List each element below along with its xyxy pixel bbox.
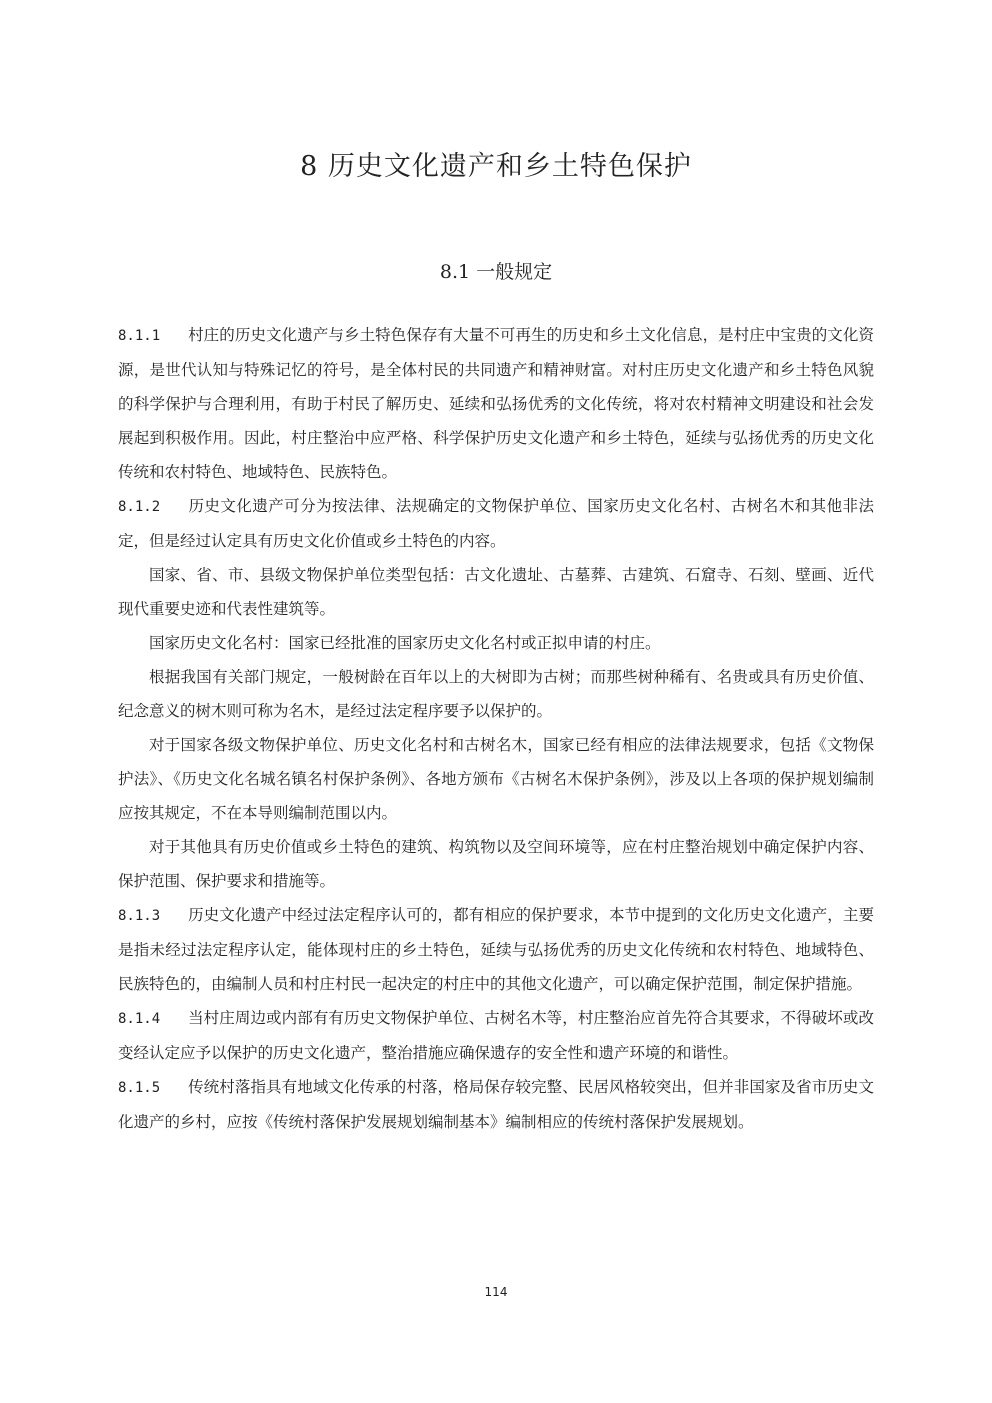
clause-text: 传统村落指具有地域文化传承的村落，格局保存较完整、民居风格较突出，但并非国家及省市历史文化遗产的乡村，应按《传统村落保护发展规划编制基本》编制相应的传统村落保护发展规划。 (118, 1078, 874, 1131)
clause-8-1-5 (118, 1070, 874, 1139)
clause-8-1-2 (118, 489, 874, 558)
paragraph: 根据我国有关部门规定，一般树龄在百年以上的大树即为古树；而那些树种稀有、名贵或具有历史价值、纪念意义的树木则可称为名木，是经过法定程序要予以保护的。 (118, 668, 874, 720)
clause-number: 8.1.3 (118, 908, 161, 924)
clause-text: 历史文化遗产中经过法定程序认可的，都有相应的保护要求，本节中提到的文化历史文化遗产，主要是指未经过法定程序认定，能体现村庄的乡土特色，延续与弘扬优秀的历史文化传统和农村特色、地域特色、民族特色的，由编制人员和村庄村民一起决定的村庄中的其他文化遗产，可以确定保护范围，制定保护措施。 (118, 906, 874, 993)
clause-number: 8.1.4 (118, 1011, 161, 1027)
paragraph: 国家、省、市、县级文物保护单位类型包括：古文化遗址、古墓葬、古建筑、石窟寺、石刻、壁画、近代现代重要史迹和代表性建筑等。 (118, 566, 874, 618)
clause-8-1-4 (118, 1001, 874, 1070)
paragraph: 对于国家各级文物保护单位、历史文化名村和古树名木，国家已经有相应的法律法规要求，包括《文物保护法》、《历史文化名城名镇名村保护条例》、各地方颁布《古树名木保护条例》，涉及以上各项的保护规划编制应按其规定，不在本导则编制范围以内。 (118, 736, 874, 822)
clause-text: 历史文化遗产可分为按法律、法规确定的文物保护单位、国家历史文化名村、古树名木和其他非法定，但是经过认定具有历史文化价值或乡土特色的内容。 (118, 497, 874, 550)
clause-number: 8.1.1 (118, 328, 161, 344)
clause-number: 8.1.5 (118, 1080, 161, 1096)
clause-number: 8.1.2 (118, 499, 161, 515)
chapter-title: 8 历史文化遗产和乡土特色保护 (300, 151, 692, 182)
clause-8-1-1 (118, 318, 874, 489)
page-number: 114 (484, 1285, 508, 1299)
document-body (118, 318, 874, 1139)
clause-8-1-3 (118, 898, 874, 1001)
clause-text: 当村庄周边或内部有有历史文物保护单位、古树名木等，村庄整治应首先符合其要求，不得破坏或改变经认定应予以保护的历史文化遗产，整治措施应确保遗存的安全性和遗产环境的和谐性。 (118, 1009, 874, 1062)
clause-text: 村庄的历史文化遗产与乡土特色保存有大量不可再生的历史和乡土文化信息，是村庄中宝贵的文化资源，是世代认知与特殊记忆的符号，是全体村民的共同遗产和精神财富。对村庄历史文化遗产和乡土特色风貌的科学保护与合理利用，有助于村民了解历史、延续和弘扬优秀的文化传统，将对农村精神文明建设和社会发展起到积极作用。因此，村庄整治中应严格、科学保护历史文化遗产和乡土特色，延续与弘扬优秀的历史文化传统和农村特色、地域特色、民族特色。 (118, 326, 874, 481)
section-title: 8.1 一般规定 (439, 261, 553, 283)
paragraph: 对于其他具有历史价值或乡土特色的建筑、构筑物以及空间环境等，应在村庄整治规划中确定保护内容、保护范围、保护要求和措施等。 (118, 838, 874, 890)
paragraph: 国家历史文化名村：国家已经批准的国家历史文化名村或正拟申请的村庄。 (149, 634, 661, 652)
